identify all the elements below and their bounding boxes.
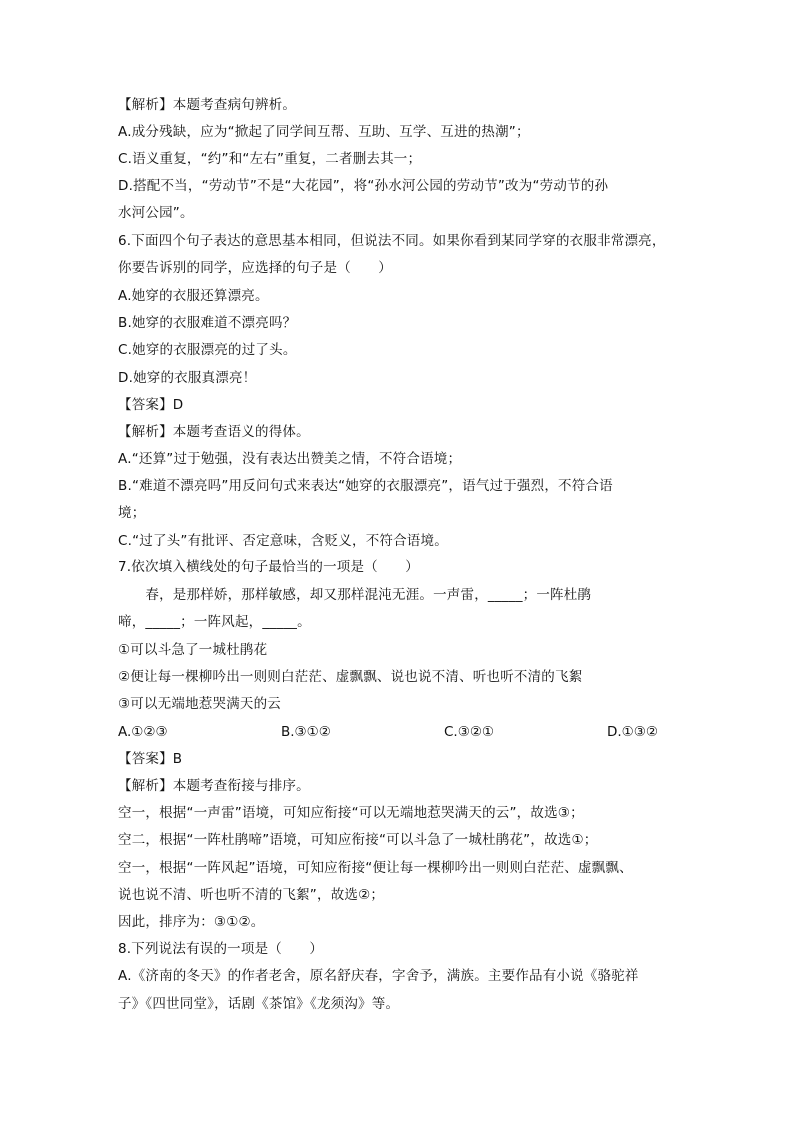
analysis-q5-d: D.搭配不当，“劳动节”不是“大花园”，将“孙水河公园的劳动节”改为“劳动节的孙 — [118, 178, 609, 194]
analysis-q7-order: 因此，排序为：③①②。 — [118, 914, 265, 930]
answer-q6: 【答案】D — [118, 397, 184, 413]
analysis-label-q6: 【解析】本题考查语义的得体。 — [118, 424, 310, 440]
q7-sentence-1: ①可以斗急了一城杜鹃花 — [118, 642, 268, 658]
q7-options-row — [118, 722, 678, 742]
analysis-q7-blank3: 空一，根据“一阵风起”语境，可知应衔接“便让每一棵柳吟出一则则白茫茫、虚飘飘、 — [118, 860, 633, 876]
q6-option-c: C.她穿的衣服漂亮的过了头。 — [118, 342, 297, 358]
q7-option-a: A.①②③ — [118, 724, 168, 740]
q7-sentence-3: ③可以无端地惹哭满天的云 — [118, 696, 282, 712]
analysis-q6-c: C.“过了头”有批评、否定意味，含贬义，不符合语境。 — [118, 533, 448, 549]
question-6-cont: 你要告诉别的同学，应选择的句子是（ ） — [118, 260, 392, 276]
analysis-q7-blank2: 空二，根据“一阵杜鹃啼”语境，可知应衔接“可以斗急了一城杜鹃花”，故选①； — [118, 832, 598, 848]
q7-option-c: C.③②① — [444, 724, 495, 740]
analysis-q6-a: A.“还算”过于勉强，没有表达出赞美之情，不符合语境； — [118, 451, 462, 467]
q6-option-d: D.她穿的衣服真漂亮！ — [118, 370, 257, 386]
analysis-q7-blank3-cont: 说也说不清、听也听不清的飞絮”，故选②； — [118, 887, 385, 903]
analysis-q5-a: A.成分残缺，应为“掀起了同学间互帮、互助、互学、互进的热潮”； — [118, 124, 530, 140]
q7-passage: 春，是那样娇，那样敏感，却又那样混沌无涯。一声雷，_____；一阵杜鹃 — [118, 587, 592, 603]
analysis-q5-d-cont: 水河公园”。 — [118, 205, 194, 221]
analysis-label-q5: 【解析】本题考查病句辨析。 — [118, 97, 297, 113]
analysis-label-q7: 【解析】本题考查衔接与排序。 — [118, 778, 310, 794]
q8-option-a-cont: 子》《四世同堂》，话剧《茶馆》《龙须沟》等。 — [118, 996, 400, 1012]
q7-option-b: B.③①② — [281, 724, 331, 740]
analysis-q7-blank1: 空一，根据“一声雷”语境，可知应衔接“可以无端地惹哭满天的云”，故选③； — [118, 805, 584, 821]
answer-q7: 【答案】B — [118, 751, 183, 767]
analysis-q6-b: B.“难道不漂亮吗”用反问句式来表达“她穿的衣服漂亮”，语气过于强烈，不符合语 — [118, 478, 613, 494]
question-6: 6.下面四个句子表达的意思基本相同，但说法不同。如果你看到某同学穿的衣服非常漂亮， — [118, 233, 666, 249]
q6-option-b: B.她穿的衣服难道不漂亮吗？ — [118, 315, 297, 331]
q7-option-d: D.①③② — [607, 724, 658, 740]
q7-sentence-2: ②便让每一棵柳吟出一则则白茫茫、虚飘飘、说也说不清、听也听不清的飞絮 — [118, 669, 583, 685]
q6-option-a: A.她穿的衣服还算漂亮。 — [118, 288, 269, 304]
question-7: 7.依次填入横线处的句子最恰当的一项是（ ） — [118, 559, 419, 575]
analysis-q5-c: C.语义重复，“约”和“左右”重复，二者删去其一； — [118, 151, 422, 167]
question-8: 8.下列说法有误的一项是（ ） — [118, 941, 324, 957]
q7-passage-cont: 啼，_____；一阵风起，_____。 — [118, 614, 311, 630]
analysis-q6-b-cont: 境； — [118, 505, 146, 521]
q8-option-a: A.《济南的冬天》的作者老舍，原名舒庆春，字舍予，满族。主要作品有小说《骆驼祥 — [118, 968, 639, 984]
